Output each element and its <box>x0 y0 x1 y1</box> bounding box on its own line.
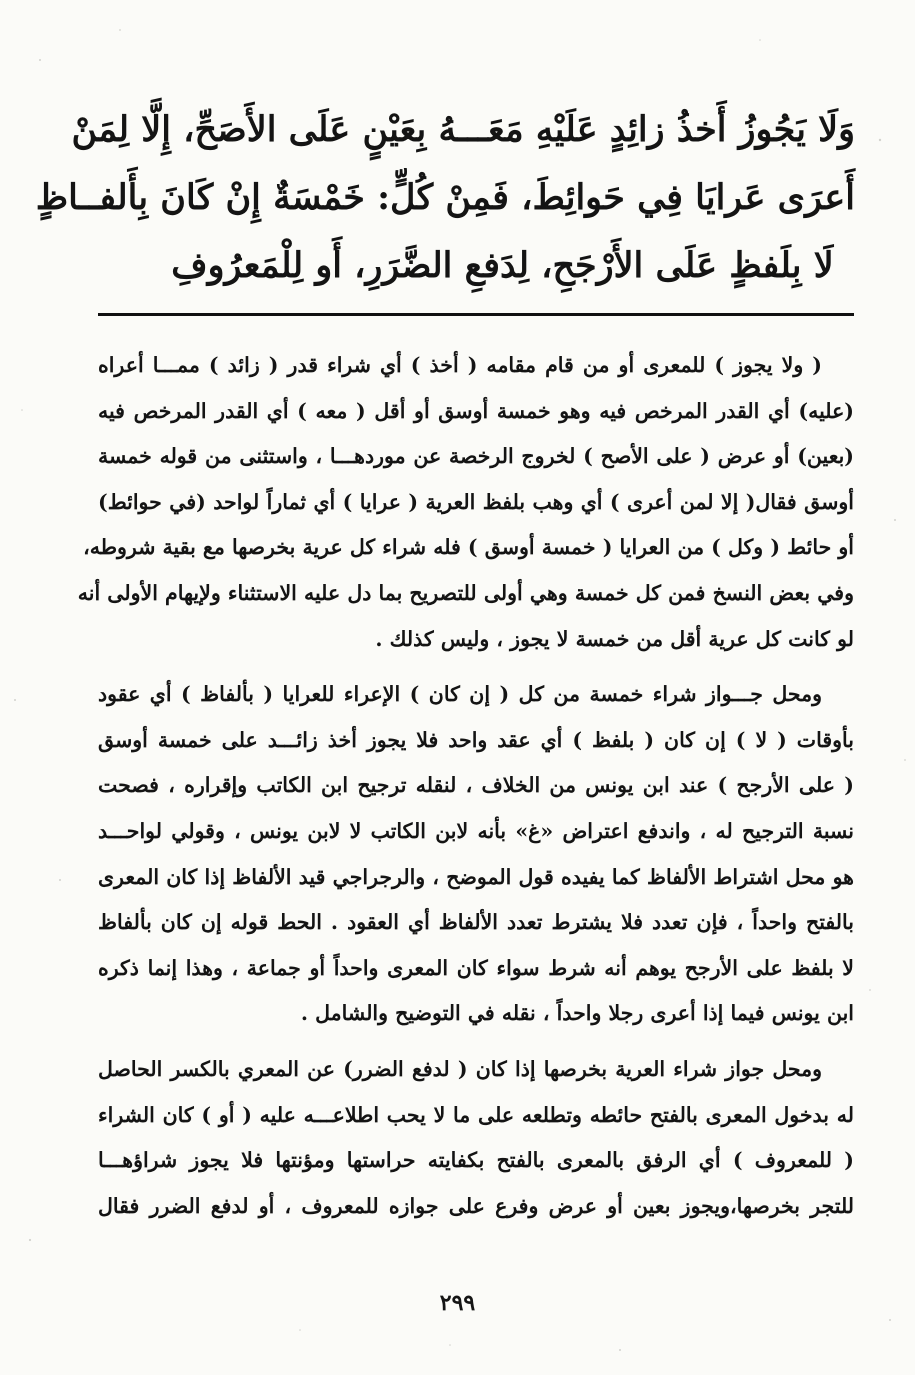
commentary-line: (عليه) أي القدر المرخص فيه وهو خمسة أوسق أو أقل ( معه ) أي القدر المرخص فيه <box>98 398 854 423</box>
commentary-line: نسبة الترجيح له ، واندفع اعتراض «غ» بأنه لابن الكاتب لا لابن يونس ، وقولي لواحـــد <box>98 818 854 843</box>
page-number: ٢٩٩ <box>439 1290 476 1316</box>
commentary-line: أو حائط ( وكل ) من العرايا ( خمسة أوسق ) فله شراء كل عرية بخرصها مع بقية شروطه، <box>83 535 854 560</box>
commentary-paragraph <box>98 672 854 1037</box>
commentary-line: أوسق فقال( إلا لمن أعرى ) أي وهب بلفظ العرية ( عرايا ) أي ثماراً لواحد (في حوائط) <box>98 489 854 514</box>
matn-line: أَعرَى عَرايَا فِي حَوائِطَ، فَمِنْ كُلٍّ: خَمْسَةٌ إِنْ كَانَ بِأَلفــاظٍ <box>35 177 855 218</box>
commentary-line: للتجر بخرصها،ويجوز بعين أو عرض وفرع على جوازه للمعروف ، أو لدفع الضرر فقال <box>98 1193 854 1218</box>
commentary-line: له بدخول المعرى بالفتح حائطه وتطلعه على ما لا يحب اطلاعـــه عليه ( أو ) كان الشراء <box>98 1102 854 1127</box>
matn-line: لَا بِلَفظٍ عَلَى الأَرْجَحِ، لِدَفعِ الضَّرَرِ، أَو لِلْمَعرُوفِ <box>171 245 834 286</box>
commentary-line: ومحل جـــواز شراء خمسة من كل ( إن كان ) الإعراء للعرايا ( بألفاظ ) أي عقود <box>98 682 822 707</box>
commentary-line: ومحل جواز شراء العرية بخرصها إذا كان ( لدفع الضرر) عن المعري بالكسر الحاصل <box>98 1056 822 1081</box>
separator-rule <box>98 313 854 316</box>
commentary-paragraph <box>98 1047 854 1229</box>
commentary-line: ( ولا يجوز ) للمعرى أو من قام مقامه ( أخذ ) أي شراء قدر ( زائد ) ممـــا أعراه <box>98 353 822 377</box>
commentary-line: بالفتح واحداً ، فإن تعدد فلا يشترط تعدد الألفاظ أي العقود . الحط قوله إن كان بألفاظ <box>98 910 854 935</box>
commentary-line: لو كانت كل عرية أقل من خمسة لا يجوز ، وليس كذلك . <box>375 626 854 651</box>
commentary-line: لا بلفظ على الأرجح يوهم أنه شرط سواء كان المعرى واحداً أو جماعة ، وهذا إنما ذكره <box>98 955 854 980</box>
commentary-line: هو محل اشتراط الألفاظ كما يفيده قول الموضح ، والرجراجي قيد الألفاظ إذا كان المعرى <box>98 864 854 889</box>
matn-line: وَلَا يَجُوزُ أَخذُ زائِدٍ عَلَيْهِ مَعَـــهُ بِعَيْنٍ عَلَى الأَصَحِّ، إِلَّا لِمَنْ <box>71 109 855 150</box>
commentary-line: ( للمعروف ) أي الرفق بالمعرى بالفتح بكفايته حراستها ومؤنتها فلا يجوز شراؤهـــا <box>98 1148 854 1173</box>
commentary <box>77 343 854 1229</box>
commentary-line: ابن يونس فيما إذا أعرى رجلا واحداً ، نقله في التوضيح والشامل . <box>300 1001 854 1026</box>
commentary-line: بأوقات ( لا ) إن كان ( بلفظ ) أي عقد واحد فلا يجوز أخذ زائـــد على خمسة أوسق <box>98 727 854 752</box>
commentary-line: (بعين) أو عرض ( على الأصح ) لخروج الرخصة عن موردهـــا ، واستثنى من قوله خمسة <box>98 444 854 469</box>
matn-verse <box>35 96 855 300</box>
commentary-paragraph <box>77 343 854 662</box>
commentary-line: وفي بعض النسخ فمن كل خمسة وهي أولى للتصريح بما دل عليه الاستثناء ولإيهام الأولى أنه <box>77 580 854 605</box>
commentary-line: ( على الأرجح ) عند ابن يونس من الخلاف ، لنقله ترجيح ابن الكاتب وإقراره ، فصحت <box>98 773 854 798</box>
